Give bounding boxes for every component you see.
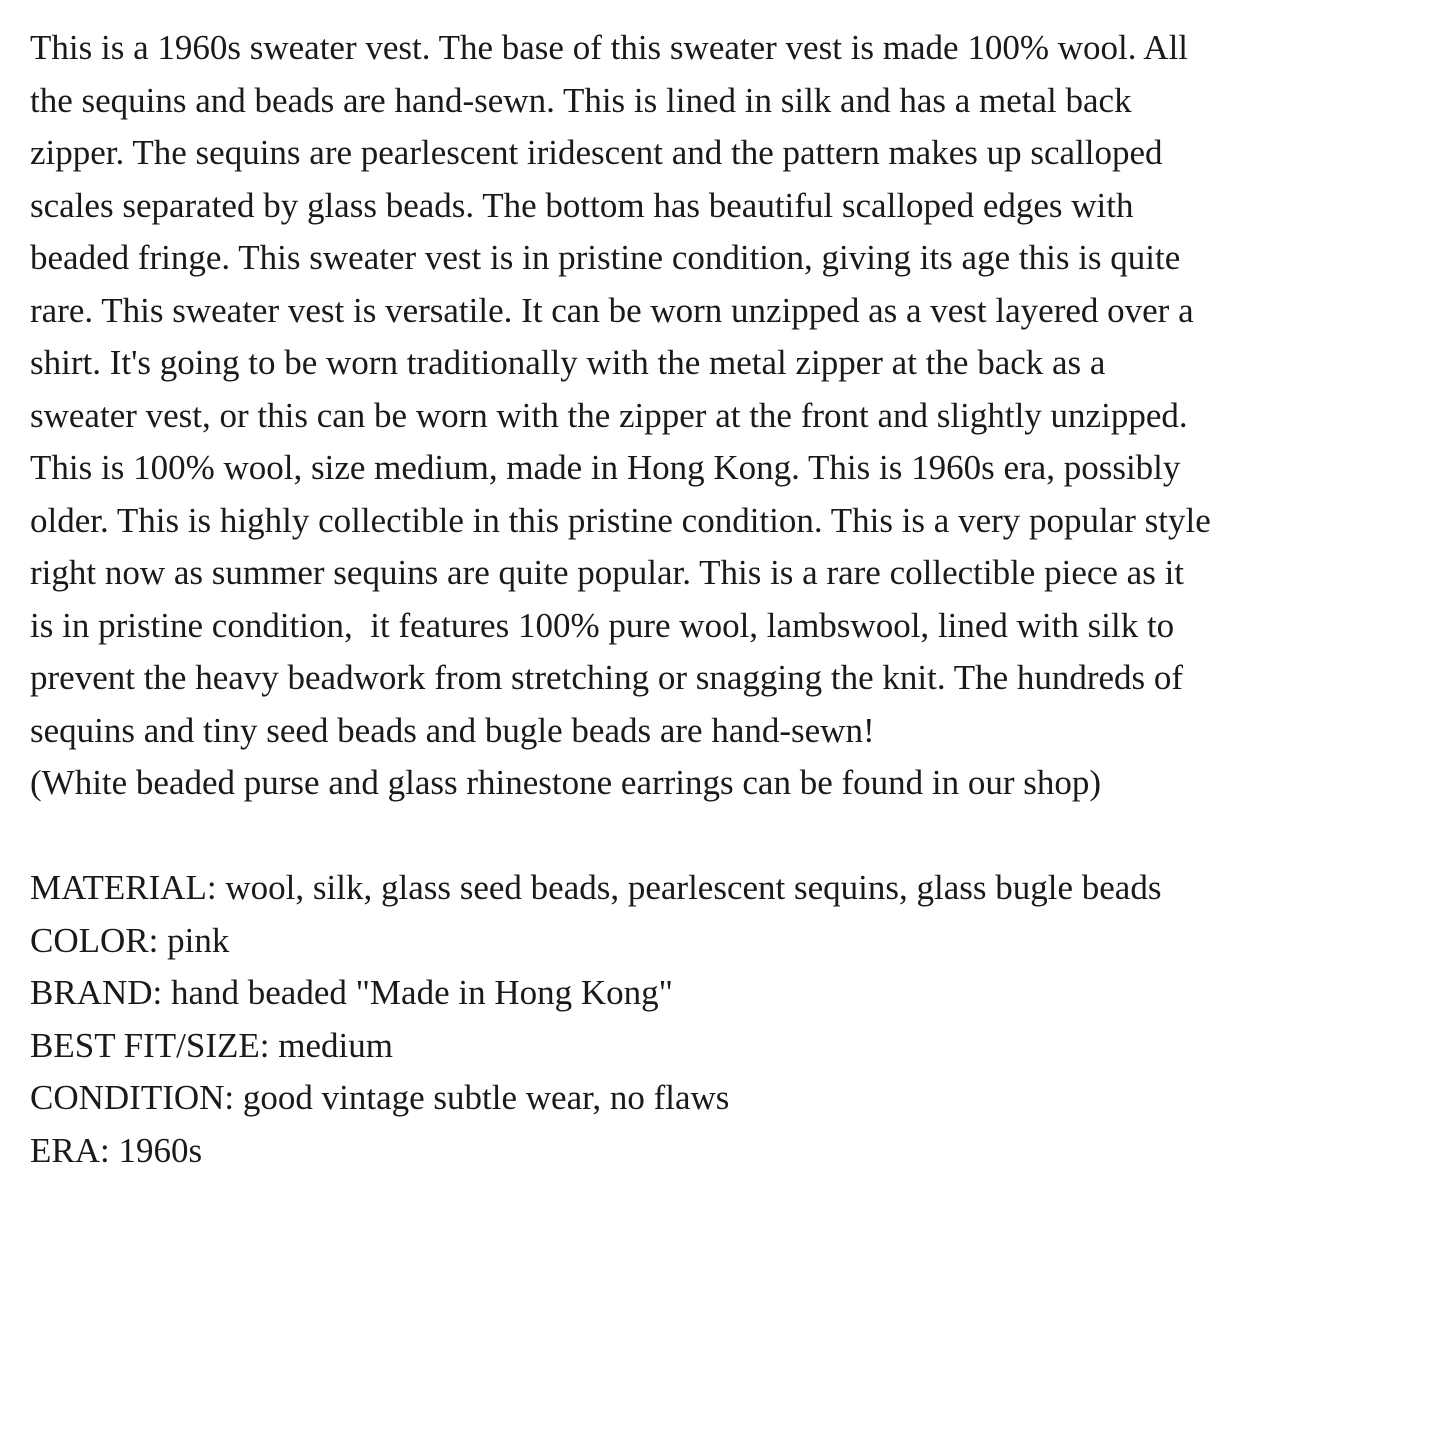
spec-brand: BRAND: hand beaded "Made in Hong Kong" — [30, 973, 673, 1012]
shop-note: (White beaded purse and glass rhinestone earrings can be found in our shop) — [30, 763, 1102, 802]
description-line: scales separated by glass beads. The bottom has beautiful scalloped edges with — [30, 185, 1134, 225]
description-line: This is a 1960s sweater vest. The base of this sweater vest is made 100% wool. All — [30, 28, 1189, 67]
spec-color: COLOR: pink — [30, 920, 230, 960]
description-line: shirt. It's going to be worn traditionally with the metal zipper at the back as a — [30, 343, 1106, 382]
description-line: sweater vest, or this can be worn with the zipper at the front and slightly unzipped. — [30, 395, 1188, 435]
description-line: right now as summer sequins are quite popular. This is a rare collectible piece as it — [30, 553, 1185, 592]
blank-line — [30, 810, 1430, 863]
description-line: older. This is highly collectible in this pristine condition. This is a very popular style — [30, 500, 1211, 540]
spec-material: MATERIAL: wool, silk, glass seed beads, pearlescent sequins, glass bugle beads — [30, 868, 1162, 907]
product-description — [30, 22, 1430, 1177]
description-line: sequins and tiny seed beads and bugle beads are hand-sewn! — [30, 710, 875, 750]
spec-list — [30, 862, 1430, 1177]
description-line: rare. This sweater vest is versatile. It can be worn unzipped as a vest layered over a — [30, 290, 1194, 330]
description-line: is in pristine condition, it features 100% pure wool, lambswool, lined with silk to — [30, 605, 1175, 645]
description-line: the sequins and beads are hand-sewn. This is lined in silk and has a metal back — [30, 80, 1132, 120]
spec-condition: CONDITION: good vintage subtle wear, no flaws — [30, 1078, 730, 1117]
description-line: beaded fringe. This sweater vest is in pristine condition, giving its age this is quite — [30, 238, 1181, 277]
description-line: This is 100% wool, size medium, made in Hong Kong. This is 1960s era, possibly — [30, 448, 1181, 487]
description-line: prevent the heavy beadwork from stretching or snagging the knit. The hundreds of — [30, 658, 1184, 697]
description-paragraph — [30, 22, 1430, 810]
spec-era: ERA: 1960s — [30, 1130, 203, 1170]
description-line: zipper. The sequins are pearlescent iridescent and the pattern makes up scalloped — [30, 133, 1163, 172]
spec-size: BEST FIT/SIZE: medium — [30, 1025, 393, 1065]
